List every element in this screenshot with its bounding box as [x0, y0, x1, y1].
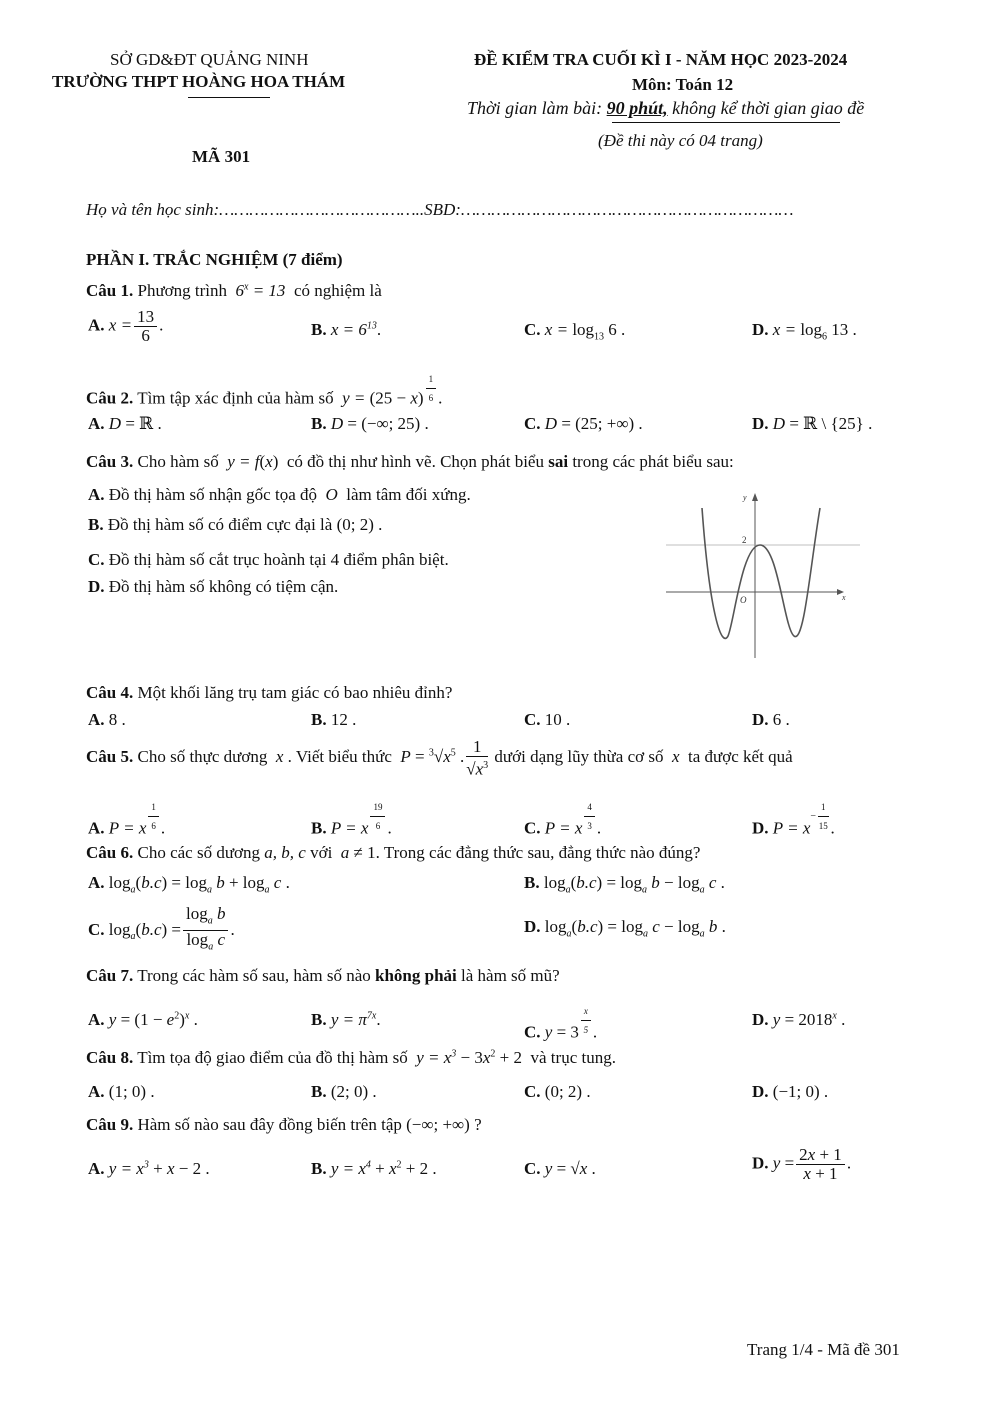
q4-option-a[interactable]: A. 8 . — [88, 710, 126, 729]
q9-option-a[interactable]: A. $y = x^3 + x - 2$ . — [88, 1159, 210, 1178]
y-axis-arrow — [752, 493, 758, 501]
q2-option-a[interactable]: A. D = ℝ . — [88, 414, 162, 433]
question-5: Câu 5. Cho số thực dương x . Viết biểu thức $P = ^3√x^5$ . $\frac{1}{√x^3}$ dưới dạng lũy thừa cơ số x ta được kết quả — [86, 737, 793, 779]
q9-option-b[interactable]: B. $y = x^4 + x^2 + 2$ . — [311, 1159, 437, 1178]
q1-option-a[interactable]: A. x = $\frac{13}{6}$ . — [88, 307, 164, 345]
dept-name: SỞ GD&ĐT QUẢNG NINH — [110, 50, 309, 69]
student-info-line: Họ và tên học sinh:…………………………………..SBD:………………………………………………………… — [86, 200, 794, 219]
q5-option-c[interactable]: C. P = x $^{\frac{4}{3}}$ . — [524, 806, 601, 843]
q6-option-c[interactable]: C. $\log_a(b.c)$ = $\frac{\log_a b}{\log_a c}$ . — [88, 904, 235, 953]
q5-option-d[interactable]: D. $P = x^{- \frac{1}{15}}$ . — [752, 806, 835, 843]
question-2: Câu 2. Tìm tập xác định của hàm số y = (25 − x) $^{\frac{1}{6}}$ . — [86, 376, 442, 413]
q1-option-c[interactable]: C. $x = \log_{13} 6$ . — [524, 320, 626, 343]
q7-option-a[interactable]: A. $y = (1 - e^2)^x$ . — [88, 1010, 198, 1029]
q5-option-a[interactable]: A. P = x $^{\frac{1}{6}}$ . — [88, 806, 165, 843]
q3-option-b[interactable]: B. Đồ thị hàm số có điểm cực đại là (0; 2) . — [88, 515, 383, 534]
q8-option-c[interactable]: C. (0; 2) . — [524, 1082, 591, 1101]
q1-option-b[interactable]: B. $x = 6^{13}$. — [311, 320, 382, 339]
q4-option-b[interactable]: B. 12 . — [311, 710, 357, 729]
q2-option-d[interactable]: D. D = ℝ \ {25} . — [752, 414, 873, 433]
school-name: TRƯỜNG THPT HOÀNG HOA THÁM — [52, 72, 346, 91]
time-underline — [612, 122, 840, 123]
section-title: PHẦN I. TRẮC NGHIỆM (7 điểm) — [86, 250, 343, 269]
question-7: Câu 7. Trong các hàm số sau, hàm số nào không phải là hàm số mũ? — [86, 966, 560, 985]
q6-option-b[interactable]: B. $\log_a(b.c) = \log_a b - \log_a c$ . — [524, 873, 725, 896]
q2-option-c[interactable]: C. D = (25; +∞) . — [524, 414, 643, 433]
page-footer: Trang 1/4 - Mã đề 301 — [747, 1340, 900, 1359]
x-label: x — [842, 593, 846, 602]
q1-option-d[interactable]: D. $x = \log_6 13$ . — [752, 320, 857, 343]
q8-option-a[interactable]: A. (1; 0) . — [88, 1082, 155, 1101]
q8-option-b[interactable]: B. (2; 0) . — [311, 1082, 377, 1101]
q6-option-d[interactable]: D. $\log_a(b.c) = \log_a c - \log_a b$ . — [524, 917, 726, 940]
q7-option-b[interactable]: B. $y = \pi^{7x}$. — [311, 1010, 381, 1029]
question-8: Câu 8. Tìm tọa độ giao điểm của đồ thị hàm số $y = x^3 - 3x^2 + 2$ và trục tung. — [86, 1048, 616, 1067]
q7-option-d[interactable]: D. $y = 2018^x$ . — [752, 1010, 846, 1029]
tick-2-label: 2 — [742, 535, 747, 545]
origin-label: O — [740, 595, 747, 605]
question-4: Câu 4. Một khối lăng trụ tam giác có bao nhiêu đỉnh? — [86, 683, 453, 702]
q8-option-d[interactable]: D. (−1; 0) . — [752, 1082, 829, 1101]
q9-option-c[interactable]: C. y = √x . — [524, 1159, 596, 1178]
y-label: y — [743, 493, 747, 502]
q3-option-d[interactable]: D. Đồ thị hàm số không có tiệm cận. — [88, 577, 339, 596]
q2-option-b[interactable]: B. D = (−∞; 25) . — [311, 414, 429, 433]
curve — [702, 508, 820, 638]
subject: Môn: Toán 12 — [632, 75, 734, 94]
question-1: Câu 1. Phương trình $6^x = 13$ có nghiệm là — [86, 281, 382, 300]
q3-option-a[interactable]: A. Đồ thị hàm số nhận gốc tọa độ O làm tâm đối xứng. — [88, 485, 471, 504]
question-6: Câu 6. Cho các số dương a, b, c với a ≠ 1. Trong các đẳng thức sau, đẳng thức nào đúng? — [86, 843, 701, 862]
question-3: Câu 3. Cho hàm số y = f(x) có đồ thị như hình vẽ. Chọn phát biểu sai trong các phát biểu sau: — [86, 452, 734, 471]
q5-option-b[interactable]: B. P = x $^{\frac{19}{6}}$ . — [311, 806, 392, 843]
function-graph — [660, 488, 860, 663]
question-9: Câu 9. Hàm số nào sau đây đồng biến trên tập (−∞; +∞) ? — [86, 1115, 482, 1134]
q4-option-c[interactable]: C. 10 . — [524, 710, 571, 729]
q9-option-d[interactable]: D. y = $\frac{2x + 1}{x + 1}$ . — [752, 1145, 852, 1183]
time-line: Thời gian làm bài: 90 phút, không kể thời gian giao đề — [467, 98, 865, 118]
exam-code: MÃ 301 — [192, 147, 251, 166]
pages-note: (Đề thi này có 04 trang) — [598, 131, 763, 150]
exam-title: ĐỀ KIỂM TRA CUỐI KÌ I - NĂM HỌC 2023-2024 — [474, 50, 848, 69]
q7-option-c[interactable]: C. y = 3 $^{\frac{x}{5}}$ . — [524, 1010, 597, 1047]
q4-option-d[interactable]: D. 6 . — [752, 710, 790, 729]
q6-option-a[interactable]: A. $\log_a(b.c) = \log_a b + \log_a c$ . — [88, 873, 290, 896]
school-underline — [188, 97, 270, 98]
q3-option-c[interactable]: C. Đồ thị hàm số cắt trục hoành tại 4 điểm phân biệt. — [88, 550, 449, 569]
